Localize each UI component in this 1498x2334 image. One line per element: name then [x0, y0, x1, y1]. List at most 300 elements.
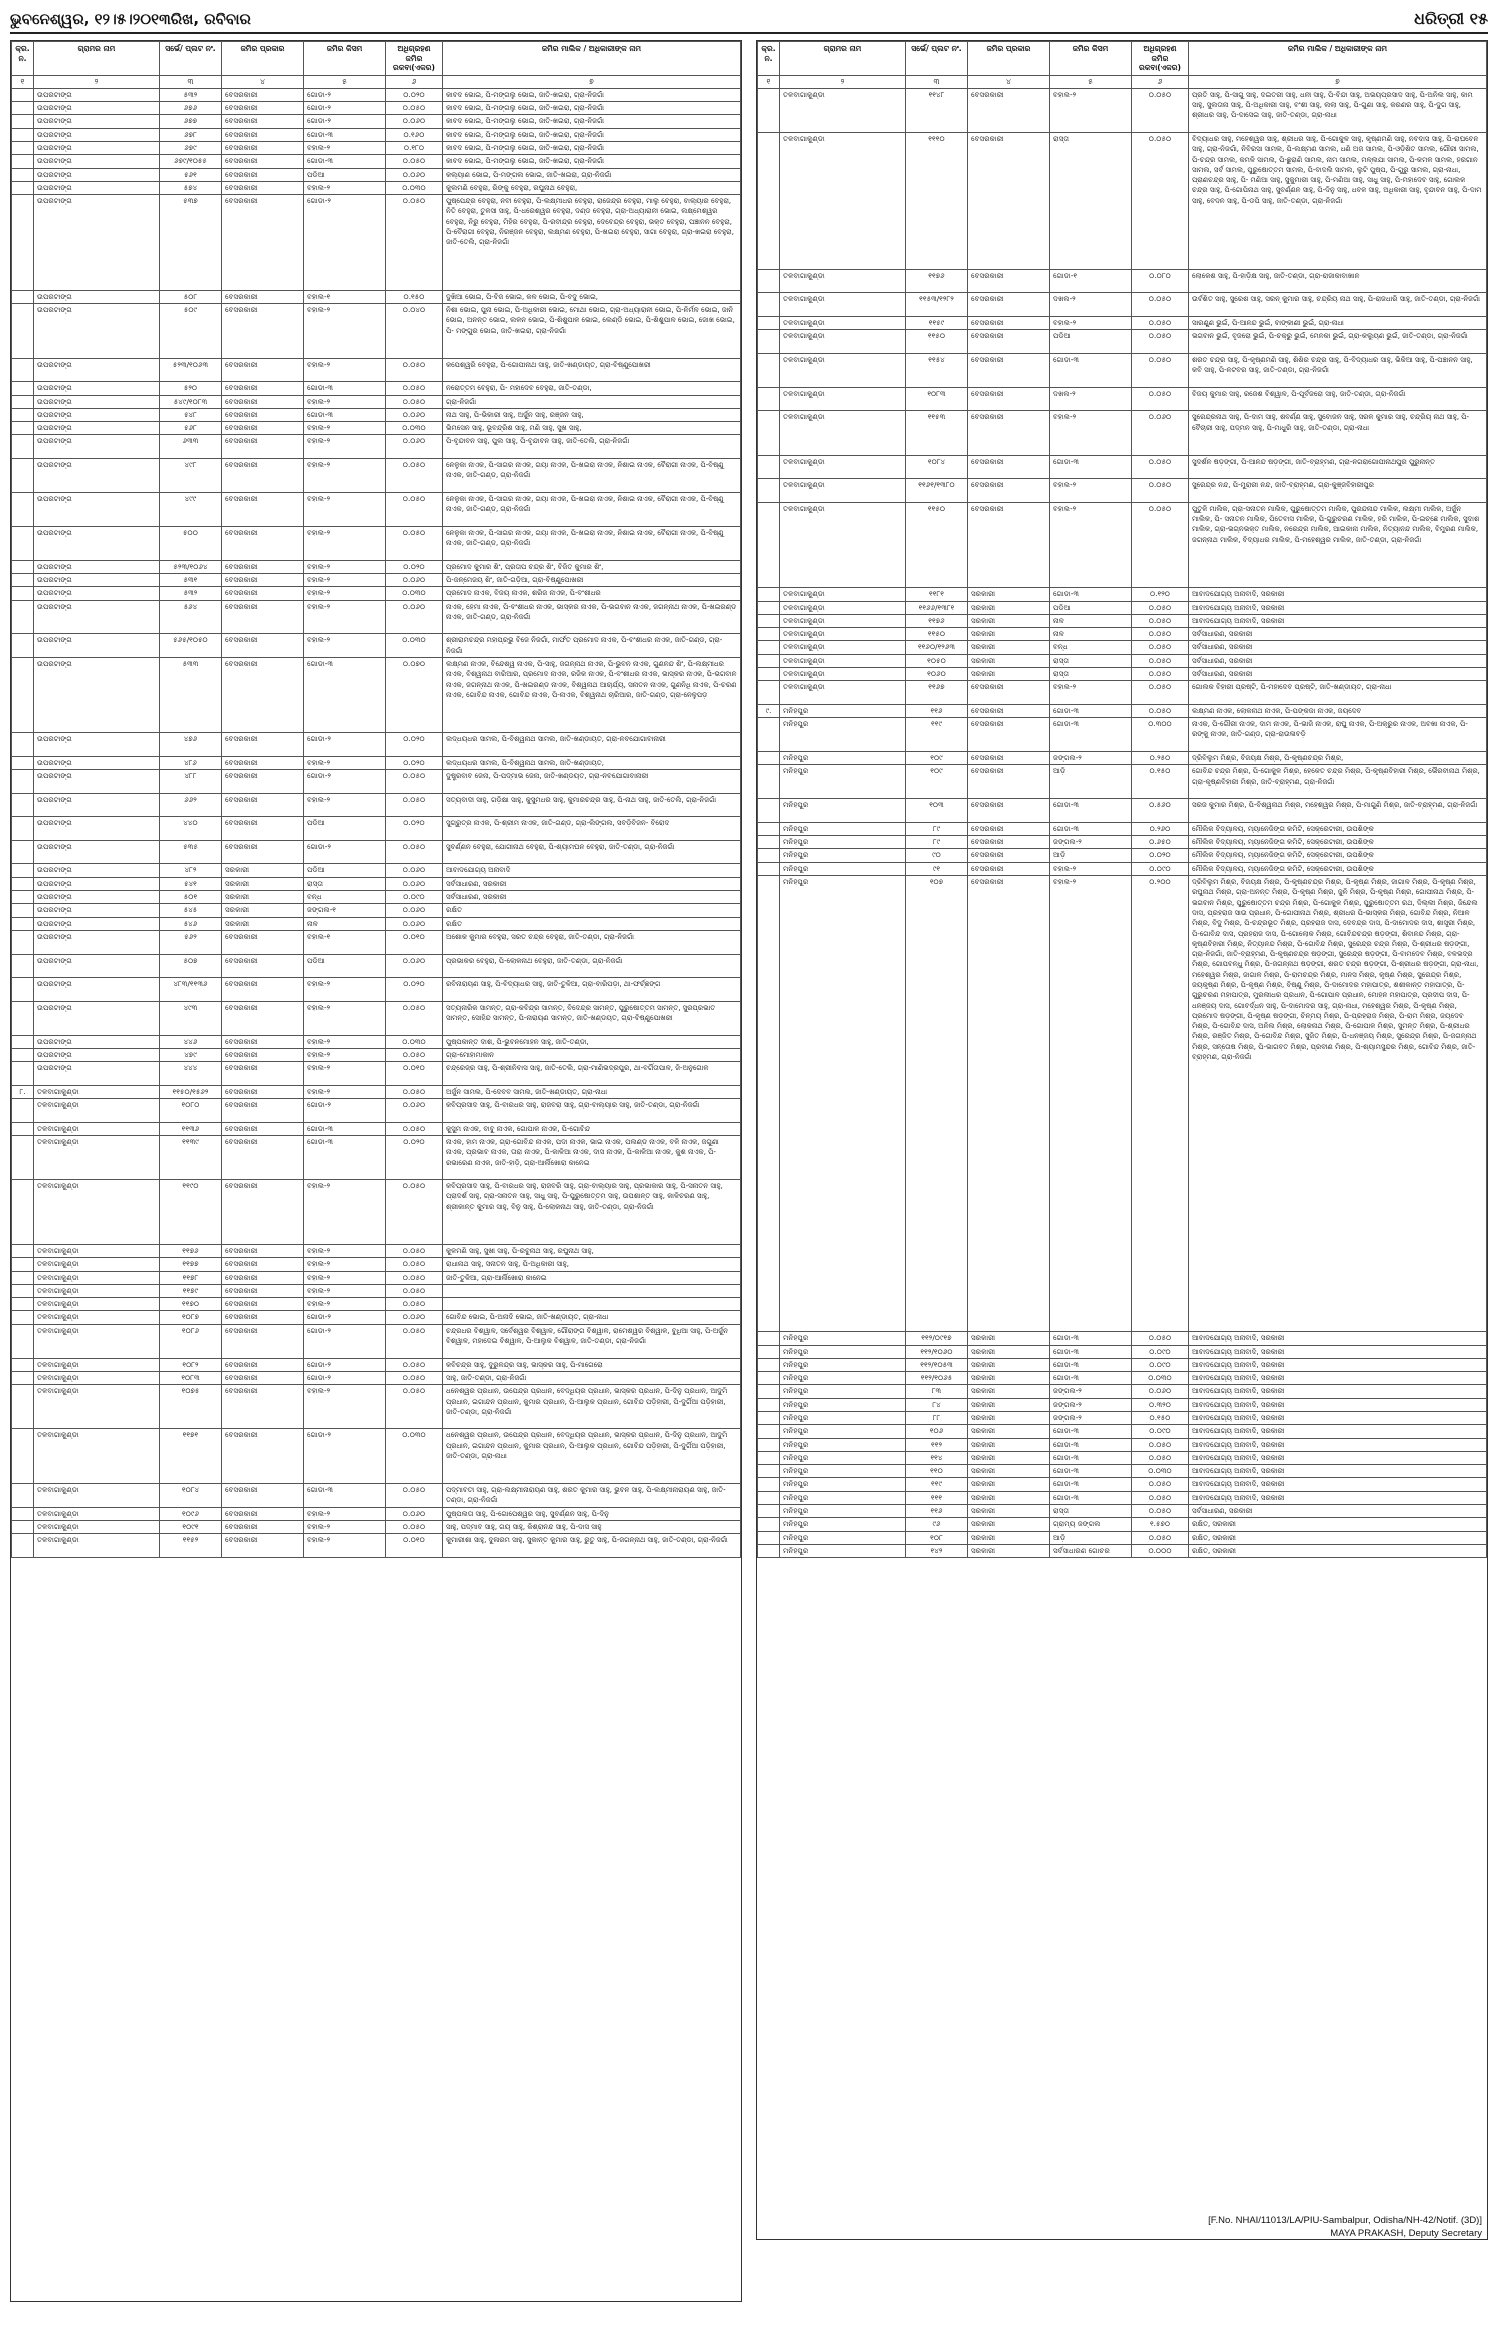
area-cell: ୦.୦୨୦: [386, 560, 443, 573]
plot-cell: ୧୦୭: [906, 876, 968, 1332]
owner-cell: ଆବାଦଯୋଗ୍ୟ ଅନାବାଦି, ସରକାରୀ: [1189, 1451, 1487, 1464]
owner-cell: ସୁରେନ୍ଦ୍ର ନନ୍ଦ, ପି-ମୁରାରୀ ନନ୍ଦ, ଜାତି-ବ୍ରାହ୍ମଣ, ଗ୍ରା-କୁଞ୍ଜବିହାରୀପୁର: [1189, 479, 1487, 503]
area-cell: ୦.୦୬୦: [386, 1507, 443, 1520]
village-cell: ତଳବାଗାକୁଣ୍ଡା: [780, 293, 906, 317]
area-cell: ୦.୦୫୦: [1132, 1438, 1189, 1451]
land-type-cell: ବେସରକାରୀ: [222, 560, 304, 573]
land-kisam-cell: ବହାଲ-୨: [1050, 317, 1132, 330]
owner-cell: କବିପ୍ରସାଦ ସାହୁ, ପି-ବାରଧର ସାହୁ, ରାଜବରି ସାହୁ, ଗ୍ରା-ବାଲ୍ୟାର ସାହୁ, ପ୍ରଭାକାର ସାହୁ, ପି-ସନାତନ ସାହୁ, ପ୍ରାଦର୍ଶ ସାହୁ, ଗ୍ରା-ସନାତନ ସାହୁ, ସାଧୁ ସାହୁ, ପି-ପୁରୁଷୋତ୍ତମ ସାହୁ, ଉପଶାନ୍ତ ସାହୁ, କାଳିଚରଣ ସାହୁ, ଶ୍ରୀକାନ୍ତ କୁମାର ସାହୁ, ବିନୁ ସାହୁ, ପି-ଲୋକନାଥ ସାହୁ, ଜାତି-ତଣ୍ଡା, ଗ୍ରା-ନିଜଗାଁ: [443, 1180, 741, 1245]
plot-cell: ୧୧୭୭: [160, 1258, 222, 1271]
land-kisam-cell: ଆଡ଼ି: [1050, 765, 1132, 799]
serial-cell: [758, 353, 780, 387]
serial-cell: [12, 1507, 34, 1520]
table-row: [12, 587, 741, 600]
plot-cell: ୬୬୨: [160, 793, 222, 817]
area-cell: ୦.୦୯୦: [1132, 862, 1189, 875]
village-cell: ତଳବାଗାକୁଣ୍ଡା: [34, 1135, 160, 1179]
serial-cell: [12, 422, 34, 435]
plot-cell: ୫୪୯/୧୦୮୩: [160, 395, 222, 408]
area-cell: ୦.୧୮୦: [386, 141, 443, 154]
land-kisam-cell: ବହାଲ-୨: [1050, 681, 1132, 705]
right-column: [756, 40, 1488, 2240]
serial-cell: [12, 1385, 34, 1429]
land-kisam-cell: ଜଙ୍ଗଲ-୧: [304, 904, 386, 917]
village-cell: ଉପରଟାଙ୍ଗ: [34, 382, 160, 395]
plot-cell: ୧୦୯୧: [160, 1520, 222, 1533]
serial-cell: [12, 1122, 34, 1135]
area-cell: ୦.୦୫୦: [386, 1324, 443, 1358]
owner-cell: ଦୁଷ୍ଟ୍ରବାବ ଜେନା, ପି-ପଦ୍ମାଭ ଜେନା, ଜାତି-ଖଣ୍ଡୟତ, ଗ୍ରା-ନବଯୋଗାବାନାରୀ: [443, 770, 741, 794]
village-cell: ଉପରଟାଙ୍ଗ: [34, 526, 160, 560]
owner-cell: ସୁଦର୍ଶନ ଷଡ଼ଙ୍ଗୀ, ପି-ଆନନ୍ଦ ଷଡ଼ଙ୍ଗୀ, ଜାତି-ବ୍ରାହ୍ମଣ, ଗ୍ରା-ନଗରାଗୋପୀନାଥପୁର ପୁରୁନାନ୍ତ: [1189, 455, 1487, 479]
land-type-cell: ବେସରକାରୀ: [222, 658, 304, 733]
area-cell: ୦.୦୫୦: [386, 1001, 443, 1035]
village-cell: ଉପରଟାଙ୍ଗ: [34, 128, 160, 141]
table-row: [758, 876, 1487, 1332]
land-type-cell: ବେସରକାରୀ: [222, 422, 304, 435]
land-kisam-cell: ଗୋଡା-୩: [1050, 1345, 1132, 1358]
land-type-cell: ବେସରକାରୀ: [222, 770, 304, 794]
table-row: [12, 600, 741, 634]
serial-cell: [758, 1345, 780, 1358]
serial-cell: [758, 752, 780, 765]
area-cell: ୦.୦୫୦: [1132, 479, 1189, 503]
land-kisam-cell: ବହାଲ-୨: [304, 1085, 386, 1098]
owner-cell: ଆବାଦଯୋଗ୍ୟ ଅନାବାଦି, ସରକାରୀ: [1189, 1465, 1487, 1478]
plot-cell: ୧୧୬୬/୧୩୮୧: [906, 601, 968, 614]
owner-cell: ମୌଲିକ ବିଦ୍ୟାଳୟ, ମ୍ୟାନେଜିଙ୍ଗ କମିଟି, ସେକ୍ରେଟାରୀ, ଉପଶିଙ୍କ: [1189, 836, 1487, 849]
serial-cell: [12, 930, 34, 954]
col-serial: କ୍ର. ନ.: [12, 42, 34, 76]
serial-cell: [758, 681, 780, 705]
land-type-cell: ସରକାରୀ: [968, 1332, 1050, 1345]
plot-cell: ୬୭୮: [160, 128, 222, 141]
serial-cell: [12, 840, 34, 864]
table-row: [758, 849, 1487, 862]
land-kisam-cell: ରାସ୍ତା: [1050, 1505, 1132, 1518]
area-cell: ୦.୧୬୦: [386, 128, 443, 141]
plot-cell: ୫୭୪: [160, 181, 222, 194]
owner-cell: ଦ୍ରିବିଲୁମ ମିଶ୍ର, ବିଜୟକ୍ଷ ମିଶ୍ର, ପି-କୃଷ୍ଣଚନ୍ଦ୍ର ମିଶ୍ର,: [1189, 752, 1487, 765]
plot-cell: ୧୦୭୫: [160, 1385, 222, 1429]
table-row: [12, 1298, 741, 1311]
table-row: [12, 1085, 741, 1098]
land-type-cell: ସରକାରୀ: [968, 614, 1050, 627]
land-type-cell: ବେସରକାରୀ: [222, 128, 304, 141]
area-cell: ୦.୦୩୦: [386, 1429, 443, 1484]
serial-cell: [758, 88, 780, 132]
serial-cell: [758, 317, 780, 330]
owner-cell: ବିଦ୍ୟାଧର ସାହୁ, ମହେଶ୍ୱର ସାହୁ, ଶ୍ରୀଧର ସାହୁ, ପି-ଗୋକୁଳ ସାହୁ, କୃଷ୍ଣମଣି ସାହୁ, ନବଦାସ ସାହୁ, ପି-ରାଘବେନ ସାହୁ, ଗ୍ରା-ନିଜଗାଁ, ନିବିରସା ସାମଲ, ପି-ଲକ୍ଷ୍ମଣ ସାମଲ, ଧଣି ଅଜ ସାମଲ, ପି-ଓଡ଼ିଶିତ ସାମଲ, ଗୌରୀ ସାମଲ, ପି-ଚନ୍ଦ୍ର ସାମଲ, କମଳି ସାମଲ, ପି-ଛୁରାଣି ସାମଲ, ନାମ ସାମଲ, ମଳ୍ଲଯା ସାମଲ, ପି-କମଳ ସାମଲ, ହରଗାନ ସାମଲ, ସର୍ବ ସାମଲ, ପୁରୁଷୋତ୍ତମ ସାମଲ, ପି-ବାଦଲି ସାମଲ, ଲୁଟି ପୁଷ୍ପ, ପି-ଗୁରୁ ସାମଲ, ଗ୍ରା-ନାଧା, ପ୍ରାଣଚନ୍ଦ୍ର ସାହୁ, ପି- ମଣିଆ ସାହୁ, ସୁକୁମାରୀ ସାହୁ, ପି-ମଣିଆ ସାହୁ, ସାଧୁ ସାହୁ, ପି-ମହାଦେବ ସାହୁ, ଗୋଲକ ଚନ୍ଦ୍ର ସାହୁ, ପି-ଗୋପିନାଥ ସାହୁ, ସୁବର୍ଣ୍ଣନ ସାହୁ, ପି-ଦିନୁ ସାହୁ, ଧବଳ ସାହୁ, ଅଧିକାରୀ ସାହୁ, ବୃନ୍ଦାବନ ସାହୁ, ପି-ଦାମ ସାହୁ, ବେଦନ ସାହୁ, ପି-ଡପି ସାହୁ, ଜାତି-ତଣ୍ଡା, ଗ୍ରା-ନିଜଗାଁ: [1189, 132, 1487, 269]
owner-cell: ଦ୍ରିବିଲୁମ ମିଶ୍ର, ବିଜୟକ୍ଷ ମିଶ୍ର, ପି-କୃଷ୍ଣଚନ୍ଦ୍ର ମିଶ୍ର, ପି-କୃଷ୍ଣ ମିଶ୍ର, ଜାଗାଳ ମିଶ୍ର, ପି-କୃଷ୍ଣ ମିଶ୍ର, ରଘୁନାଥ ମିଶ୍ର, ଗ୍ରା-ଅନନ୍ତ ମିଶ୍ର, ପି-କୃଷ୍ଣ ମିଶ୍ର, ଜୁନି ମିଶ୍ର, ପି-କୃଷ୍ଣ ମିଶ୍ର, ଗୋପୀନାଥ ମିଶ୍ର, ପି-ଭଗବାନ ମିଶ୍ର, ପୁରୁଷୋତ୍ତମ ଚନ୍ଦ୍ର ମିଶ୍ର, ପି-ଗୋକୁଳ ମିଶ୍ର, ପୁରୁଷୋତ୍ତମ ରଥ, ଦିଲ୍ଲୀ ମିଶ୍ର, ଜିନ୍ଦେଲ ଦାସ, ପ୍ରହରାଜ ସାଉ ପ୍ରଧାନ, ପି-ଗୋପୀନାଥ ମିଶ୍ର, ଶ୍ରୀଧର ପି-ଭାସ୍କର ମିଶ୍ର, ଗୋବିନ୍ଦ ମିଶ୍ର, ନିଆଳ ମିଶ୍ର, ବିଦୁ ମିଶ୍ର, ପି-ଚନ୍ଦ୍ରଭୂତ ମିଶ୍ର, ପ୍ରହରାଜ ଦାସ, ଦେବନ୍ଦ୍ର ଦାସ, ପି-ଦାମୋଦର ଦାସ, ଶାସ୍ତ୍ରୀ ମିଶ୍ର, ପି-ଗୋବିନ୍ଦ ଦାସ, ପ୍ରହରାଜ ଦାସ, ପି-ଗୋଲୋକ ମିଶ୍ର, ଗୋବିନ୍ଦଚନ୍ଦ୍ର ଷଡ଼ଙ୍ଗୀ, ଶିବାନନ୍ଦ ମିଶ୍ର, ଗ୍ରା-କୃଷ୍ଣବିହାରୀ ମିଶ୍ର, ନିତ୍ୟାନନ୍ଦ ମିଶ୍ର, ପି-ଗୋବିନ୍ଦ ମିଶ୍ର, ସୁରେନ୍ଦ୍ର ଚନ୍ଦ୍ର ମିଶ୍ର, ପି-ଶ୍ରୀଧର ଷଡ଼ଙ୍ଗୀ, ଗ୍ରା-ନିଜଗାଁ, ଜାତି-ବ୍ରାହ୍ମଣ, ପି-କୃଷ୍ଣଚନ୍ଦ୍ର ଷଡ଼ଙ୍ଗୀ, ସୁରେନ୍ଦ୍ର ଷଡ଼ଙ୍ଗୀ, ପି-ବାମଦେବ ମିଶ୍ର, ବଳଭଦ୍ର ମିଶ୍ର, ଗୋପବନ୍ଧୁ ମିଶ୍ର, ପି-ଜଗନ୍ନାଥ ଷଡ଼ଙ୍ଗୀ, ଶରତ ଚନ୍ଦ୍ର ଷଡ଼ଙ୍ଗୀ, ପି-ଶ୍ରୀଧର ଷଡ଼ଙ୍ଗୀ, ଗ୍ରା-ନାଧା, ମହେଶ୍ୱର ମିଶ୍ର, ଜାଗାଳ ମିଶ୍ର, ପି-ରାମଚନ୍ଦ୍ର ମିଶ୍ର, ମାନସ ମିଶ୍ର, କୃଷ୍ଣ ମିଶ୍ର, ସୁରେନ୍ଦ୍ର ମିଶ୍ର, ଜୟକୃଷ୍ଣ ମିଶ୍ର, ପି-କୃଷ୍ଣ ମିଶ୍ର, ବିଷ୍ଣୁ ମିଶ୍ର, ପି-ଦାମୋଦର ମହାପାତ୍ର, ଶଶୀକାନ୍ତ ମହାପାତ୍ର, ପି-ଗୁରୁଚରଣ ମହାପାତ୍ର, ମୁରଲୀଧର ପ୍ରଧାନ, ପି-ଗୋପାଳ ପ୍ରଧାନ, ମୋହନ ମହାପାତ୍ର, ପ୍ରଦୀପ ଦାସ, ପି-ଧନଞ୍ଜୟ ଦାସ, ଗୋବର୍ଦ୍ଧନ ସାହୁ, ପି-ଦାମୋଦର ସାହୁ, ଗ୍ରା-ନାଧା, ମହେଶ୍ୱର ମିଶ୍ର, ପି-କୃଷ୍ଣ ମିଶ୍ର, ପ୍ରମୋଦ ଷଡ଼ଙ୍ଗୀ, ପି-କୃଷ୍ଣ ଷଡ଼ଙ୍ଗୀ, ଚିନ୍ମୟ ମିଶ୍ର, ପି-ପ୍ରହରାଜ ମିଶ୍ର, ପି-ରାମ ମିଶ୍ର, ଜୟଦେବ ମିଶ୍ର, ପି-ଗୋବିନ୍ଦ ଦାସ, ଅନିଲ ମିଶ୍ର, ଲୋକନାଥ ମିଶ୍ର, ପି-ଗୋପାଳ ମିଶ୍ର, ସୁମନ୍ତ ମିଶ୍ର, ପି-ଶ୍ରୀଧର ମିଶ୍ର, ରଞ୍ଜିତ ମିଶ୍ର, ପି-ଗୋବିନ୍ଦ ମିଶ୍ର, ସୁଜିତ ମିଶ୍ର, ପି-ଧନଞ୍ଜୟ ମିଶ୍ର, ସୁରେନ୍ଦ୍ର ମିଶ୍ର, ପି-ଜଗନ୍ନାଥ ମିଶ୍ର, ସନ୍ତୋଷ ମିଶ୍ର, ପି-ଭାଗବତ ମିଶ୍ର, ପ୍ରବୀଣ ମିଶ୍ର, ପି-ଶ୍ୟାମସୁନ୍ଦର ମିଶ୍ର, ଗୋବିନ୍ଦ ମିଶ୍ର, ଜାତି-ବ୍ରାହ୍ମଣ, ଗ୍ରା-ନିଜଗାଁ: [1189, 876, 1487, 1332]
table-row: [758, 1451, 1487, 1464]
area-cell: ୦.୦୫୦: [386, 1180, 443, 1245]
land-kisam-cell: ପଡିଆ: [304, 817, 386, 841]
owner-cell: ସର୍ବସାଧାରଣ, ସରକାରୀ: [1189, 628, 1487, 641]
land-type-cell: ବେସରକାରୀ: [968, 849, 1050, 862]
col-number: ୨: [780, 75, 906, 88]
land-kisam-cell: ଗୋଡା-୩: [1050, 718, 1132, 752]
plot-cell: ୧୦୯୬: [160, 1507, 222, 1520]
owner-cell: ଭଗବାନ ଭୁଇଁ, ବୃଜରୋ ଭୁଇଁ, ପି-ଚକ୍ରୁ ଭୁଇଁ, ମେନକା ଭୁଇଁ, ଗ୍ରା-କଲ୍ୟୁଣ ଭୁଇଁ, ଜାତି-ତଣ୍ଡା, ଗ୍ରା-ନିଜଗାଁ: [1189, 330, 1487, 354]
table-row: [12, 840, 741, 864]
village-cell: ତଳବାଗାକୁଣ୍ଡା: [34, 1534, 160, 1558]
land-table-right: [757, 41, 1487, 1558]
village-cell: ଉପରଟାଙ୍ଗ: [34, 770, 160, 794]
land-kisam-cell: ଗ୍ରାମ୍ୟ ଜଙ୍ଗଲ: [1050, 1518, 1132, 1531]
plot-cell: ୫୪୬: [160, 917, 222, 930]
plot-cell: ୯୧: [906, 862, 968, 875]
land-type-cell: ବେସରକାରୀ: [222, 1371, 304, 1384]
table-header-row: [12, 42, 741, 76]
serial-cell: [758, 836, 780, 849]
table-row: [758, 1358, 1487, 1371]
plot-cell: ୬୭୯: [160, 141, 222, 154]
village-cell: ତଳବାଗାକୁଣ୍ଡା: [34, 1085, 160, 1098]
land-kisam-cell: ଗୋଡା-୩: [304, 1122, 386, 1135]
serial-cell: [758, 269, 780, 293]
col-number: ୭: [443, 75, 741, 88]
land-type-cell: ସରକାରୀ: [968, 1385, 1050, 1398]
land-type-cell: ବେସରକାରୀ: [222, 1271, 304, 1284]
serial-cell: [758, 1451, 780, 1464]
land-kisam-cell: ବନ୍ଧ: [304, 891, 386, 904]
land-kisam-cell: ଜଙ୍ଗଲ-୨: [1050, 1412, 1132, 1425]
village-cell: ତଳବାଗାକୁଣ୍ଡା: [780, 628, 906, 641]
land-type-cell: ବେସରକାରୀ: [222, 733, 304, 757]
table-row: [758, 132, 1487, 269]
owner-cell: ପ୍ରମୋଦ ନାଏକ, ବିଜୟ ନାଏକ, ଶରିଜ ନାଏକ, ପି-ବଂଶୀଧର: [443, 587, 741, 600]
village-cell: ଉପରଟାଙ୍ଗ: [34, 88, 160, 101]
owner-cell: କପେଶ୍ୱରି ବେହୁରା, ପି-ଗୋପୀନାଥ ସାହୁ, ଜାତି-ଖଣ୍ଡାୟତ, ଗ୍ରା-ବିଷ୍ଣୁପୋଖରୀ: [443, 358, 741, 382]
serial-cell: [12, 978, 34, 1002]
table-row: [758, 455, 1487, 479]
serial-cell: [758, 765, 780, 799]
table-row: [12, 1001, 741, 1035]
land-kisam-cell: ବହାଲ-୨: [1050, 411, 1132, 455]
col-number: ୧: [12, 75, 34, 88]
table-row: [12, 1271, 741, 1284]
land-kisam-cell: ନାଳ: [1050, 614, 1132, 627]
area-cell: ୦.୦୬୦: [386, 115, 443, 128]
land-type-cell: ବେସରକାରୀ: [222, 954, 304, 978]
plot-cell: ୫୩୫: [160, 840, 222, 864]
table-row: [12, 1534, 741, 1558]
land-kisam-cell: ରାସ୍ତା: [1050, 654, 1132, 667]
owner-cell: ସତ୍ୟବାଦୀ ସାହୁ, ଗଡ଼ିକ୍ଷା ସାହୁ, କୁସୁମଧର ସାହୁ, କୁମାରଚନ୍ଦ୍ର ସାହୁ, ପି-ନାଥ ସାହୁ, ଜାତି-ତେଲି, ଗ୍ରା-ନିଜଗାଁ: [443, 793, 741, 817]
table-row: [12, 904, 741, 917]
serial-cell: [758, 1358, 780, 1371]
land-type-cell: ବେସରକାରୀ: [968, 293, 1050, 317]
plot-cell: ୫୩୧: [160, 574, 222, 587]
land-type-cell: ସରକାରୀ: [968, 1491, 1050, 1504]
table-row: [12, 891, 741, 904]
plot-cell: ୫୩୨: [160, 88, 222, 101]
serial-cell: [758, 502, 780, 587]
table-row: [12, 1062, 741, 1086]
land-kisam-cell: ବହାଲ-୨: [304, 793, 386, 817]
land-type-cell: ସରକାରୀ: [968, 1425, 1050, 1438]
table-row: [12, 1284, 741, 1297]
land-type-cell: ବେସରକାରୀ: [222, 1507, 304, 1520]
land-type-cell: ସରକାରୀ: [968, 1478, 1050, 1491]
village-cell: ଉପରଟାଙ୍ଗ: [34, 155, 160, 168]
plot-cell: ୧୧୭୬: [906, 614, 968, 627]
table-row: [12, 877, 741, 890]
owner-cell: ଆବାଦଯୋଗ୍ୟ ଅନାବାଦି, ସରକାରୀ: [1189, 1358, 1487, 1371]
land-type-cell: ବେସରକାରୀ: [968, 411, 1050, 455]
village-cell: ମନିହପୁର: [780, 1544, 906, 1557]
village-cell: ତଳବାଗାକୁଣ୍ଡା: [780, 88, 906, 132]
serial-cell: [12, 382, 34, 395]
land-kisam-cell: ବହାଲ-୨: [304, 1244, 386, 1257]
area-cell: ୦.୦୩୦: [386, 587, 443, 600]
owner-cell: ଆବାଦଯୋଗ୍ୟ ଅନାବାଦି, ସରକାରୀ: [1189, 601, 1487, 614]
land-kisam-cell: ବହାଲ-୨: [1050, 479, 1132, 503]
owner-cell: ସର୍ବସାଧାରଣ, ସରକାରୀ: [443, 891, 741, 904]
area-cell: ୦.୦୫୦: [386, 358, 443, 382]
village-cell: ଉପରଟାଙ୍ଗ: [34, 435, 160, 459]
plot-cell: ୧୦୬: [906, 1425, 968, 1438]
land-kisam-cell: ଗୋଡା-୩: [1050, 1425, 1132, 1438]
plot-cell: ୧୪୨: [906, 1544, 968, 1557]
plot-cell: ୧୧୨/୦୯୧୭: [906, 1332, 968, 1345]
plot-cell: ୧୦୫୦: [906, 654, 968, 667]
land-kisam-cell: ଜଙ୍ଗଲ-୨: [1050, 1398, 1132, 1411]
village-cell: ମନିହପୁର: [780, 822, 906, 835]
owner-cell: ସାରଣ୍ଣ୍ଣ ଭୁଇଁ, ପି-ଆନନ୍ଦ ଭୁଇଁ, ବାଙ୍କାଣୀ ଭୁଇଁ, ଗ୍ରା-ନାଧା: [1189, 317, 1487, 330]
plot-cell: ୫୨୩/୧୦୬୩: [160, 358, 222, 382]
col-village: ଗ୍ରାମର ନାମ: [780, 42, 906, 76]
plot-cell: ୫୨୦: [160, 382, 222, 395]
area-cell: ୦.୦୦୦: [1132, 1544, 1189, 1557]
table-row: [12, 168, 741, 181]
area-cell: ୦.୨୦୦: [1132, 876, 1189, 1332]
serial-cell: [758, 1372, 780, 1385]
col-number: ୩: [160, 75, 222, 88]
land-type-cell: ବେସରକାରୀ: [222, 1135, 304, 1179]
land-type-cell: ବେସରକାରୀ: [968, 330, 1050, 354]
owner-cell: ଅଶୋକ କୁମାର ବେହୁରା, ସରତ ଚନ୍ଦ୍ର ବେହୁରା, ଜାତି-ତଣ୍ଡା, ଗ୍ରା-ନିଜଗାଁ: [443, 930, 741, 954]
land-type-cell: ବେସରକାରୀ: [222, 756, 304, 769]
owner-cell: ଶରତ ଚନ୍ଦ୍ର ସାହୁ, ପି-କୃଷ୍ଣମଣି ସାହୁ, ଶିଶିର ଚନ୍ଦ୍ର ସାହୁ, ପି-ବିଦ୍ୟାଧର ସାହୁ, ଭିକିଆ ସାହୁ, ପି-ପଞ୍ଚାନନ ସାହୁ, କବି ସାହୁ, ପି-ନଟବର ସାହୁ, ଜାତି-ତଣ୍ଡା, ଗ୍ରା-ନିଜଗାଁ: [1189, 353, 1487, 387]
village-cell: ତଳବାଗାକୁଣ୍ଡା: [34, 1099, 160, 1123]
plot-cell: ୧୧୫୩/୧୨୮୨: [906, 293, 968, 317]
plot-cell: ୪୮୩/୧୧୩୬: [160, 978, 222, 1002]
plot-cell: ୧୧୫୦: [906, 502, 968, 587]
area-cell: ୦.୦୫୦: [1132, 1332, 1189, 1345]
table-row: [12, 1483, 741, 1507]
owner-cell: ମୌଲିକ ବିଦ୍ୟାଳୟ, ମ୍ୟାନେଜିଙ୍ଗ କମିଟି, ସେକ୍ରେଟାରୀ, ଉପଶିଙ୍କ: [1189, 822, 1487, 835]
village-cell: ତଳବାଗାକୁଣ୍ଡା: [780, 601, 906, 614]
serial-cell: [12, 1429, 34, 1484]
table-row: [758, 799, 1487, 823]
serial-cell: [12, 904, 34, 917]
plot-cell: ୪୯୩: [160, 1001, 222, 1035]
land-kisam-cell: ବହାଲ-୨: [304, 1001, 386, 1035]
serial-cell: [12, 304, 34, 359]
plot-cell: ୬୩୩: [160, 435, 222, 459]
serial-cell: [12, 1534, 34, 1558]
owner-cell: ଲକ୍ଷ୍ମଣ ନାଏକ, ଲୋକନାଥ ନାଏକ, ପି-ପଙ୍କଜା ନାଏକ, ଜୟଦେବ: [1189, 704, 1487, 717]
plot-cell: ୫୩୨: [160, 587, 222, 600]
serial-cell: [758, 654, 780, 667]
village-cell: ତଳବାଗାକୁଣ୍ଡା: [780, 353, 906, 387]
serial-cell: [12, 459, 34, 493]
serial-cell: ୯.: [758, 704, 780, 717]
header-page-number: ଧରିତ୍ରୀ ୧୫: [1414, 9, 1488, 28]
col-number: ୪: [222, 75, 304, 88]
plot-cell: ୧୧୩୯: [160, 1135, 222, 1179]
land-type-cell: ସରକାରୀ: [968, 1505, 1050, 1518]
land-type-cell: ବେସରକାରୀ: [968, 502, 1050, 587]
land-type-cell: ବେସରକାରୀ: [222, 1258, 304, 1271]
area-cell: ୦.୬୫୦: [1132, 836, 1189, 849]
village-cell: ତଳବାଗାକୁଣ୍ଡା: [780, 641, 906, 654]
village-cell: ମନିହପୁର: [780, 1332, 906, 1345]
owner-cell: [443, 1284, 741, 1297]
table-row: [12, 304, 741, 359]
land-type-cell: ସରକାରୀ: [968, 1358, 1050, 1371]
plot-cell: ୧୧୬: [906, 1505, 968, 1518]
owner-cell: ଦୁଖିଆ ଭୋଇ, ପି-ବିଜ ଭୋଇ, କଳ ଭୋଇ, ପି-ବଦୁ ଭୋଇ,: [443, 290, 741, 303]
land-kisam-cell: ଗୋଡା-୩: [1050, 1358, 1132, 1371]
owner-cell: ନରୋତ୍ତମ ବେହୁରା, ପି- ମହାଦେବ ବେହୁରା, ଜାତି-ତଣ୍ଡା,: [443, 382, 741, 395]
land-type-cell: ବେସରକାରୀ: [222, 408, 304, 421]
village-cell: ମନିହପୁର: [780, 1372, 906, 1385]
area-cell: ୦.୦୬୦: [386, 954, 443, 978]
plot-cell: ୫୦୭: [160, 954, 222, 978]
land-kisam-cell: ବହାଲ-୨: [304, 978, 386, 1002]
land-kisam-cell: ବହାଲ-୨: [304, 395, 386, 408]
col-number: ୭: [1189, 75, 1487, 88]
owner-cell: ପ୍ରତି ସାହୁ, ପି-ସାଗୁ ସାହୁ, ଦଇତରୀ ସାହୁ, ଧନୀ ସାହୁ, ପି-ବିନ୍ଦା ସାହୁ, ଅଭୟପ୍ରସାଦ ସାହୁ, ପି-ଅନିଲ ସାହୁ, କାମ ସାହୁ, ସୁଲତାନା ସାହୁ, ପି-ଅଧିକାରୀ ସାହୁ, ବଂଶୀ ସାହୁ, ଲଲା ସାହୁ, ପି-ଗୁଣା ସାହୁ, କରଣର ସାହୁ, ପି-ଦୁଗ ସାହୁ, ଶ୍ରୀଧର ସାହୁ, ପି-ଦାସେଇ ସାହୁ, ଜାତି-ତଣ୍ଡା, ଗ୍ରା-ନାଧା: [1189, 88, 1487, 132]
land-type-cell: ବେସରକାରୀ: [222, 574, 304, 587]
village-cell: ମନିହପୁର: [780, 1478, 906, 1491]
plot-cell: ୮୯: [906, 836, 968, 849]
owner-cell: ମୌଲିକ ବିଦ୍ୟାଳୟ, ମ୍ୟାନେଜିଙ୍ଗ କମିଟି, ସେକ୍ରେଟାରୀ, ଉପଶିଙ୍କ: [1189, 849, 1487, 862]
village-cell: ତଳବାଗାକୁଣ୍ଡା: [34, 1180, 160, 1245]
land-type-cell: ବେସରକାରୀ: [222, 1001, 304, 1035]
serial-cell: [758, 601, 780, 614]
village-cell: ଉପରଟାଙ୍ଗ: [34, 864, 160, 877]
table-row: [758, 1518, 1487, 1531]
table-row: [758, 628, 1487, 641]
serial-cell: [758, 479, 780, 503]
serial-cell: [12, 877, 34, 890]
land-type-cell: ବେସରକାରୀ: [222, 1429, 304, 1484]
village-cell: ମନିହପୁର: [780, 1505, 906, 1518]
serial-cell: [758, 1478, 780, 1491]
col-number: ୩: [906, 75, 968, 88]
serial-cell: [12, 115, 34, 128]
land-type-cell: ବେସରକାରୀ: [222, 102, 304, 115]
owner-cell: ନାଥ ସାହୁ, ପି-ଭିକାରୀ ସାହୁ, ଅର୍ଜୁନ ସାହୁ, ରଞ୍ଜନ ସାହୁ,: [443, 408, 741, 421]
serial-cell: [12, 1298, 34, 1311]
village-cell: ମନିହପୁର: [780, 1438, 906, 1451]
plot-cell: ୪୪୬: [160, 1035, 222, 1048]
land-type-cell: ବେସରକାରୀ: [222, 817, 304, 841]
village-cell: ମନିହପୁର: [780, 849, 906, 862]
col-number: ୪: [968, 75, 1050, 88]
plot-cell: ୫୩୭: [160, 195, 222, 291]
area-cell: ୦.୦୫୦: [1132, 681, 1189, 705]
land-type-cell: ବେସରକାରୀ: [222, 382, 304, 395]
land-kisam-cell: ବହାଲ-୨: [304, 1048, 386, 1061]
land-type-cell: ବେସରକାରୀ: [968, 317, 1050, 330]
land-kisam-cell: ରାସ୍ତା: [1050, 667, 1132, 680]
area-cell: ୦.୦୧୦: [386, 1062, 443, 1086]
village-cell: ତଳବାଗାକୁଣ୍ଡା: [780, 411, 906, 455]
serial-cell: [758, 667, 780, 680]
serial-cell: [12, 1180, 34, 1245]
table-row: [758, 1412, 1487, 1425]
land-type-cell: ସରକାରୀ: [968, 601, 1050, 614]
area-cell: ୦.୦୫୦: [386, 1271, 443, 1284]
serial-cell: [12, 891, 34, 904]
table-row: [12, 492, 741, 526]
owner-cell: ଆବାଦଯୋଗ୍ୟ ଅନାବାଦି, ସରକାରୀ: [1189, 614, 1487, 627]
table-row: [12, 181, 741, 194]
area-cell: ୦.୦୫୦: [1132, 1478, 1189, 1491]
plot-cell: ୧୧୫୩: [906, 411, 968, 455]
area-cell: ୦.୦୨୦: [386, 978, 443, 1002]
area-cell: ୦.୦୫୦: [1132, 641, 1189, 654]
table-row: [758, 601, 1487, 614]
land-type-cell: ବେସରକାରୀ: [222, 1099, 304, 1123]
area-cell: ୦.୦୫୦: [386, 526, 443, 560]
plot-cell: ୧୦୮୭: [160, 1311, 222, 1324]
notification-columns: [10, 40, 1488, 2302]
table-row: [12, 1358, 741, 1371]
village-cell: ଉପରଟାଙ୍ଗ: [34, 600, 160, 634]
area-cell: ୦.୦୨୦: [386, 756, 443, 769]
serial-cell: [758, 849, 780, 862]
plot-cell: ୫୬୮: [160, 422, 222, 435]
plot-cell: ୧୧୭୧: [160, 1429, 222, 1484]
plot-cell: ୬୭୭: [160, 115, 222, 128]
plot-cell: ୪୮୮: [160, 770, 222, 794]
plot-cell: ୫୬୫/୧୦୫୦: [160, 634, 222, 658]
village-cell: ଉପରଟାଙ୍ଗ: [34, 1001, 160, 1035]
table-row: [758, 1465, 1487, 1478]
plot-cell: ୧୧୫୦: [906, 628, 968, 641]
area-cell: ୦.୦୫୦: [386, 155, 443, 168]
table-row: [12, 422, 741, 435]
plot-cell: ୧୧୫୨: [160, 1534, 222, 1558]
land-type-cell: ବେସରକାରୀ: [222, 1324, 304, 1358]
village-cell: ମନିହପୁର: [780, 1518, 906, 1531]
village-cell: ମନିହପୁର: [780, 1385, 906, 1398]
village-cell: ମନିହପୁର: [780, 1345, 906, 1358]
land-type-cell: ସରକାରୀ: [222, 877, 304, 890]
land-type-cell: ବେସରକାରୀ: [222, 492, 304, 526]
table-row: [758, 667, 1487, 680]
table-row: [12, 290, 741, 303]
serial-cell: [758, 628, 780, 641]
col-number: ୬: [1132, 75, 1189, 88]
serial-cell: [12, 1035, 34, 1048]
owner-cell: ପି-ଜନ୍ମେଜୟ ଶିଂ, ଜାତି-ଗଡ଼ିଆ, ଗ୍ରା-ବିଷ୍ଣୁପୋଖରୀ: [443, 574, 741, 587]
owner-cell: ମୌଲିକ ବିଦ୍ୟାଳୟ, ମ୍ୟାନେଜିଙ୍ଗ କମିଟି, ସେକ୍ରେଟାରୀ, ଉପଶିଙ୍କ: [1189, 862, 1487, 875]
owner-cell: କୁସୁମ ନାଏକ, ବାବୁ ନାଏକ, ଗୋପାଳ ନାଏକ, ପି-ଗୋବିନ୍ଦ: [443, 1122, 741, 1135]
village-cell: ତଳବାଗାକୁଣ୍ଡା: [34, 1271, 160, 1284]
land-type-cell: ବେସରକାରୀ: [968, 387, 1050, 411]
land-type-cell: ବେସରକାରୀ: [968, 862, 1050, 875]
notification-footer: [1208, 2214, 1482, 2240]
owner-cell: ସର୍ବସାଧାରଣ, ସରକାରୀ: [443, 877, 741, 890]
land-kisam-cell: ବହାଲ-୨: [304, 459, 386, 493]
